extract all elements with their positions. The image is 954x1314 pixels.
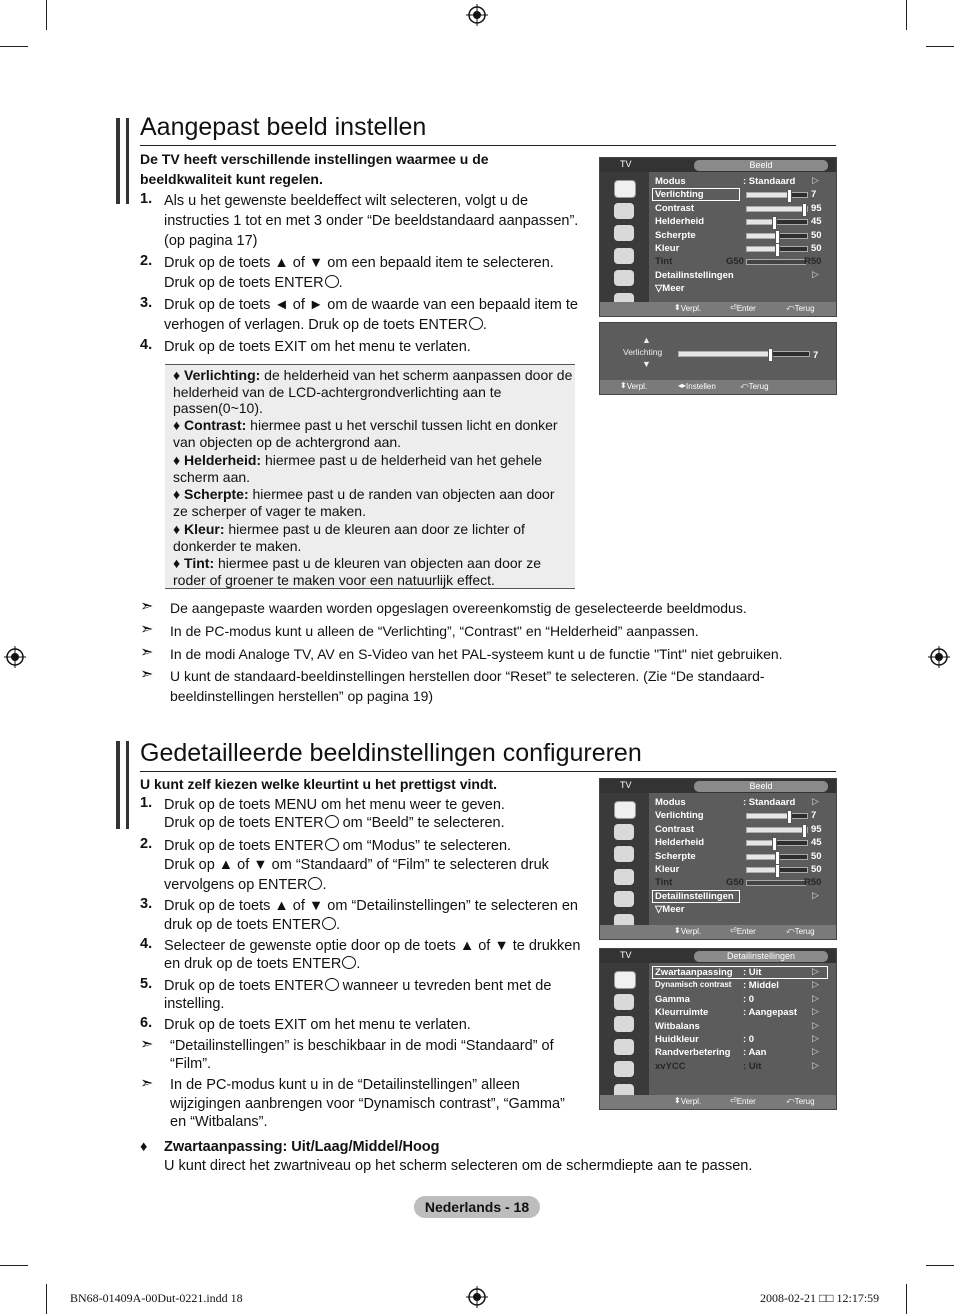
enter-icon bbox=[308, 877, 322, 890]
osd-level-bar[interactable] bbox=[746, 233, 808, 239]
osd-level-knob bbox=[772, 216, 777, 230]
osd-row-label[interactable]: Helderheid bbox=[655, 837, 705, 849]
footer-back-label: Terug bbox=[794, 927, 815, 936]
zwart-text: U kunt direct het zwartniveau op het scherm selecteren om de schermdiepte aan te passen. bbox=[164, 1158, 753, 1174]
footer-back: ⤺ Terug bbox=[786, 926, 815, 936]
tv-menu-verlichting-slider bbox=[599, 322, 837, 395]
step-number: 1. bbox=[140, 191, 153, 207]
footer-move: ⬍ Verpl. bbox=[674, 926, 702, 936]
osd-row-value: : 0 bbox=[743, 1034, 755, 1045]
sound-icon[interactable] bbox=[614, 203, 634, 219]
step-text: Druk op de toets EXIT om het menu te verlaten. bbox=[164, 339, 471, 355]
step-text: druk op de toets ENTER . bbox=[164, 917, 341, 933]
print-date: 2008-02-21 □□ 12:17:59 bbox=[760, 1291, 880, 1305]
input-icon[interactable] bbox=[614, 1061, 634, 1077]
osd-row-label[interactable]: Modus bbox=[655, 797, 686, 808]
osd-row-value: 45 bbox=[811, 216, 822, 228]
zwart-title: Zwartaanpassing: Uit/Laag/Middel/Hoog bbox=[164, 1139, 440, 1155]
step-number: 4. bbox=[140, 337, 153, 353]
enter-icon bbox=[325, 838, 339, 851]
footer-move: ⬍ Verpl. bbox=[674, 303, 702, 313]
setup-icon[interactable] bbox=[614, 248, 634, 264]
sound-icon[interactable] bbox=[614, 994, 634, 1010]
osd-tv-label: TV bbox=[620, 780, 632, 790]
osd-row-value: : Middel bbox=[743, 980, 779, 992]
step-number: 4. bbox=[140, 936, 153, 952]
tv-menu-beeld bbox=[599, 157, 837, 317]
osd-row-value: : Aangepast bbox=[743, 1007, 798, 1019]
setup-icon[interactable] bbox=[614, 869, 634, 885]
osd-row-label[interactable]: Randverbetering bbox=[655, 1047, 731, 1059]
osd-row-label[interactable]: Witbalans bbox=[655, 1020, 700, 1032]
footer-move-label: Verpl. bbox=[680, 304, 702, 313]
osd-row-value: : Standaard bbox=[743, 797, 796, 808]
chevron-right-icon: ▷ bbox=[812, 1046, 819, 1057]
note-arrow-icon: ➣ bbox=[140, 598, 154, 615]
osd-row-value: 50 bbox=[811, 243, 822, 254]
step-number: 3. bbox=[140, 896, 153, 912]
definition-item: ♦ Tint: hiermee past u de kleuren van objecten aan door ze roder of groener te maken voor een natuurlijk effect. bbox=[173, 555, 542, 588]
section-bar bbox=[126, 741, 129, 829]
definition-box bbox=[165, 364, 575, 589]
chevron-right-icon: ▷ bbox=[812, 992, 819, 1003]
definition-item: ♦ Scherpte: hiermee past u de randen van objecten aan door ze scherper of vager te maken. bbox=[173, 486, 555, 519]
osd-row-label[interactable]: Modus bbox=[655, 176, 686, 187]
osd-row-value: 50 bbox=[811, 850, 822, 862]
osd-footer bbox=[600, 380, 836, 394]
footer-enter: ⏎ Enter bbox=[730, 303, 756, 313]
picture-icon[interactable] bbox=[614, 180, 636, 198]
tint-green-value: G50 bbox=[726, 256, 744, 268]
slider-knob[interactable] bbox=[768, 348, 773, 362]
step-text: Druk op ▲ of ▼ om “Standaard” of “Film” te selecteren druk bbox=[164, 857, 549, 873]
osd-row-label[interactable]: xvYCC bbox=[655, 1060, 686, 1072]
step-text: instelling. bbox=[164, 996, 225, 1012]
page-number: Nederlands - 18 bbox=[414, 1196, 540, 1218]
footer-move: ⬍ Verpl. bbox=[674, 1096, 702, 1106]
osd-row-label[interactable]: Scherpte bbox=[655, 850, 696, 862]
osd-footer bbox=[600, 302, 836, 316]
osd-level-knob bbox=[772, 837, 777, 851]
note-arrow-icon: ➣ bbox=[140, 644, 154, 661]
title-rule bbox=[140, 145, 836, 146]
osd-tv-label: TV bbox=[620, 950, 632, 960]
osd-row-label[interactable]: Helderheid bbox=[655, 216, 705, 228]
step-number: 5. bbox=[140, 976, 153, 992]
osd-level-knob bbox=[775, 851, 780, 865]
file-name: BN68-01409A-00Dut-0221.indd 18 bbox=[70, 1291, 243, 1305]
section-bar bbox=[126, 118, 129, 204]
verlichting-slider[interactable] bbox=[678, 351, 810, 357]
osd-row-value: 95 bbox=[811, 202, 822, 214]
chevron-right-icon: ▷ bbox=[812, 966, 819, 976]
osd-header bbox=[600, 949, 836, 963]
osd-row-value: 50 bbox=[811, 229, 822, 241]
tint-bar bbox=[746, 259, 806, 265]
registration-mark-icon bbox=[466, 1286, 488, 1308]
osd-level-fill bbox=[747, 855, 777, 859]
osd-row-value: 45 bbox=[811, 837, 822, 849]
intro-text: U kunt zelf kiezen welke kleurtint u het prettigst vindt. bbox=[140, 776, 498, 792]
osd-level-knob bbox=[787, 810, 792, 824]
step-text: vervolgens op ENTER . bbox=[164, 877, 327, 893]
osd-row-value: 7 bbox=[811, 189, 817, 201]
osd-level-fill bbox=[747, 220, 774, 224]
osd-row-label[interactable]: Detailinstellingen bbox=[655, 890, 734, 902]
osd-row-value: : Uit bbox=[743, 967, 762, 978]
footer-enter: ⏎ Enter bbox=[730, 926, 756, 936]
note-text: De aangepaste waarden worden opgeslagen overeenkomstig de geselecteerde beeldmodus. bbox=[170, 600, 747, 616]
osd-row-label[interactable]: Gamma bbox=[655, 993, 690, 1005]
step-number: 3. bbox=[140, 295, 153, 311]
osd-level-knob bbox=[787, 189, 792, 203]
tv-menu-detailinstellingen bbox=[599, 948, 837, 1110]
definition-item: ♦ Contrast: hiermee past u het verschil tussen licht en donker van objecten op de achtergrond aan. bbox=[173, 417, 558, 450]
osd-level-fill bbox=[747, 207, 804, 211]
osd-row-value: 50 bbox=[811, 864, 822, 875]
osd-row-label[interactable]: Huidkleur bbox=[655, 1034, 699, 1045]
osd-tv-label: TV bbox=[620, 159, 632, 169]
note-text: wijzigingen aanbrengen voor “Dynamisch contrast”, “Gamma” bbox=[170, 1096, 565, 1112]
footer-move: ⬍ Verpl. bbox=[620, 381, 648, 391]
osd-row-label[interactable]: Detailinstellingen bbox=[655, 269, 734, 281]
step-text: Druk op de toets EXIT om het menu te verlaten. bbox=[164, 1017, 471, 1033]
section-title: Aangepast beeld instellen bbox=[140, 113, 427, 141]
step-text: verhogen of verlagen. Druk op de toets ENTER . bbox=[164, 317, 487, 333]
osd-level-knob bbox=[775, 243, 780, 257]
sound-icon[interactable] bbox=[614, 824, 634, 840]
enter-icon bbox=[325, 275, 339, 288]
note-arrow-icon: ➣ bbox=[140, 666, 154, 683]
note-text: en “Witbalans”. bbox=[170, 1114, 268, 1130]
osd-row-value: : Aan bbox=[743, 1047, 767, 1059]
channel-icon[interactable] bbox=[614, 1016, 634, 1032]
osd-menu-title: Detailinstellingen bbox=[694, 951, 828, 962]
step-text-part: Druk op de toets ENTER bbox=[164, 275, 324, 291]
chevron-right-icon: ▷ bbox=[812, 796, 819, 806]
enter-icon bbox=[342, 956, 356, 969]
osd-row-label[interactable]: Kleurruimte bbox=[655, 1007, 709, 1019]
definition-item: ♦ Verlichting: de helderheid van het scherm aanpassen door de helderheid van de LCD-achtergrondverlichting aan te passen(0~10). bbox=[173, 367, 573, 416]
osd-level-fill bbox=[747, 814, 789, 818]
osd-row-value: 7 bbox=[811, 810, 817, 822]
footer-enter-label: Enter bbox=[736, 1097, 756, 1106]
footer-back: ⤺ Terug bbox=[786, 1096, 815, 1106]
osd-header bbox=[600, 158, 836, 172]
step-text: en druk op de toets ENTER . bbox=[164, 956, 361, 972]
tint-green-value: G50 bbox=[726, 877, 744, 889]
down-arrow-icon: ▼ bbox=[642, 359, 651, 369]
chevron-right-icon: ▷ bbox=[812, 1033, 819, 1043]
osd-row-label[interactable]: Contrast bbox=[655, 823, 695, 835]
picture-icon[interactable] bbox=[614, 801, 636, 819]
step-text: Selecteer de gewenste optie door op de toets ▲ of ▼ te drukken bbox=[164, 938, 581, 954]
osd-row-label[interactable]: Zwartaanpassing bbox=[655, 967, 733, 978]
osd-level-bar[interactable] bbox=[746, 206, 808, 212]
step-text: (op pagina 17) bbox=[164, 233, 258, 249]
osd-selection bbox=[652, 890, 740, 903]
tint-red-value: R50 bbox=[804, 877, 822, 889]
footer-back: ⤺ Terug bbox=[786, 303, 815, 313]
registration-mark-icon bbox=[928, 646, 950, 668]
intro-text: De TV heeft verschillende instellingen waarmee u de bbox=[140, 151, 489, 167]
osd-selection bbox=[652, 966, 828, 979]
footer-move-label: Verpl. bbox=[680, 1097, 702, 1106]
osd-row-label[interactable]: ▽Meer bbox=[655, 283, 685, 295]
step-text-part: verhogen of verlagen. Druk op de toets ENTER bbox=[164, 317, 468, 333]
registration-mark-icon bbox=[466, 4, 488, 26]
step-text: Druk op de toets MENU om het menu weer te geven. bbox=[164, 797, 505, 813]
osd-row-label[interactable]: Scherpte bbox=[655, 229, 696, 241]
section-bar bbox=[116, 118, 120, 204]
tv-menu-beeld bbox=[599, 778, 837, 940]
osd-level-bar[interactable] bbox=[746, 219, 808, 225]
osd-row-label[interactable]: Dynamisch contrast bbox=[655, 980, 732, 990]
osd-level-bar[interactable] bbox=[746, 813, 808, 819]
footer-move-label: Verpl. bbox=[680, 927, 702, 936]
osd-menu-title: Beeld bbox=[694, 160, 828, 171]
chevron-right-icon: ▷ bbox=[812, 268, 819, 279]
osd-level-bar[interactable] bbox=[746, 840, 808, 846]
slider-fill bbox=[679, 352, 770, 356]
step-text: Druk op de toets ▲ of ▼ om een bepaald item te selecteren. bbox=[164, 255, 554, 271]
footer-back: ⤺ Terug bbox=[740, 381, 769, 391]
osd-level-bar[interactable] bbox=[746, 854, 808, 860]
osd-level-fill bbox=[747, 234, 777, 238]
note-arrow-icon: ➣ bbox=[140, 1075, 154, 1092]
channel-icon[interactable] bbox=[614, 846, 634, 862]
registration-mark-icon bbox=[4, 646, 26, 668]
slider-label: Verlichting bbox=[623, 347, 663, 357]
footer-enter: ⏎ Enter bbox=[730, 1096, 756, 1106]
step-text: Druk op de toets ▲ of ▼ om “Detailinstellingen” te selecteren en bbox=[164, 898, 578, 914]
osd-level-bar[interactable] bbox=[746, 867, 808, 873]
step-text: Druk op de toets ◄ of ► om de waarde van een bepaald item te bbox=[164, 297, 578, 313]
step-text: Druk op de toets ENTER wanneer u tevreden bent met de bbox=[164, 978, 552, 994]
note-text: In de PC-modus kunt u alleen de “Verlichting”, “Contrast" en “Helderheid” aanpassen. bbox=[170, 623, 699, 639]
enter-icon bbox=[322, 917, 336, 930]
osd-row-label[interactable]: Verlichting bbox=[655, 810, 704, 822]
definition-item: ♦ Kleur: hiermee past u de kleuren aan door ze lichter of donkerder te maken. bbox=[173, 521, 525, 554]
osd-level-bar[interactable] bbox=[746, 246, 808, 252]
osd-row-value: : Uit bbox=[743, 1060, 762, 1072]
osd-level-fill bbox=[747, 841, 774, 845]
osd-row-label[interactable]: Kleur bbox=[655, 864, 680, 875]
step-text: Druk op de toets ENTER om “Modus” te selecteren. bbox=[164, 838, 512, 854]
osd-level-knob bbox=[775, 864, 780, 878]
osd-sidebar bbox=[600, 172, 649, 304]
bullet-icon: ♦ bbox=[140, 1139, 148, 1155]
section-title: Gedetailleerde beeldinstellingen configureren bbox=[140, 739, 642, 767]
osd-row-label[interactable]: Verlichting bbox=[655, 189, 704, 201]
note-text: In de modi Analoge TV, AV en S-Video van het PAL-systeem kunt u de functie "Tint" niet gebruiken. bbox=[170, 646, 783, 662]
osd-level-fill bbox=[747, 868, 777, 872]
tint-red-value: R50 bbox=[804, 256, 822, 268]
osd-row-label[interactable]: Kleur bbox=[655, 243, 680, 254]
osd-row-label[interactable]: Tint bbox=[655, 877, 673, 889]
tint-bar bbox=[746, 880, 806, 886]
osd-level-knob bbox=[775, 230, 780, 244]
picture-icon[interactable] bbox=[614, 971, 636, 989]
chevron-right-icon: ▷ bbox=[812, 979, 819, 990]
intro-text: beeldkwaliteit kunt regelen. bbox=[140, 171, 323, 187]
footer-back-label: Terug bbox=[794, 304, 815, 313]
enter-icon bbox=[469, 317, 483, 330]
osd-level-fill bbox=[747, 193, 789, 197]
note-text: beeldinstellingen herstellen” op pagina 19) bbox=[170, 688, 434, 704]
channel-icon[interactable] bbox=[614, 225, 634, 241]
note-text: In de PC-modus kunt u in de “Detailinstellingen” alleen bbox=[170, 1077, 520, 1093]
note-arrow-icon: ➣ bbox=[140, 1036, 154, 1053]
note-text: “Film”. bbox=[170, 1056, 212, 1072]
step-number: 1. bbox=[140, 795, 153, 811]
osd-footer bbox=[600, 1095, 836, 1109]
osd-level-bar[interactable] bbox=[746, 827, 808, 833]
note-text: U kunt de standaard-beeldinstellingen herstellen door “Reset” te selecteren. (Zie “De standaard- bbox=[170, 668, 765, 684]
enter-icon bbox=[325, 978, 339, 991]
up-arrow-icon: ▲ bbox=[642, 335, 651, 345]
step-text: Als u het gewenste beeldeffect wilt selecteren, volgt u de bbox=[164, 193, 529, 209]
chevron-right-icon: ▷ bbox=[812, 1006, 819, 1017]
osd-level-bar[interactable] bbox=[746, 192, 808, 198]
setup-icon[interactable] bbox=[614, 1039, 634, 1055]
slider-value: 7 bbox=[813, 350, 819, 361]
footer-enter-label: Enter bbox=[736, 304, 756, 313]
osd-footer bbox=[600, 925, 836, 939]
osd-level-fill bbox=[747, 828, 804, 832]
osd-level-knob bbox=[802, 824, 807, 838]
osd-row-value: : Standaard bbox=[743, 176, 796, 187]
step-number: 2. bbox=[140, 253, 153, 269]
osd-sidebar bbox=[600, 793, 649, 927]
input-icon[interactable] bbox=[614, 891, 634, 907]
osd-row-label[interactable]: Tint bbox=[655, 256, 673, 268]
input-icon[interactable] bbox=[614, 270, 634, 286]
step-text: instructies 1 tot en met 3 onder “De beeldstandaard aanpassen”. bbox=[164, 213, 579, 229]
osd-header bbox=[600, 779, 836, 793]
chevron-right-icon: ▷ bbox=[812, 1019, 819, 1030]
footer-enter-label: Enter bbox=[736, 927, 756, 936]
note-text: “Detailinstellingen” is beschikbaar in de modi “Standaard” of bbox=[170, 1038, 554, 1054]
footer-back-label: Terug bbox=[794, 1097, 815, 1106]
osd-sidebar bbox=[600, 963, 649, 1097]
step-text: Druk op de toets ENTER . bbox=[164, 275, 343, 291]
chevron-right-icon: ▷ bbox=[812, 1059, 819, 1070]
footer-set: ◂▸ Instellen bbox=[678, 381, 716, 391]
note-arrow-icon: ➣ bbox=[140, 621, 154, 638]
osd-menu-title: Beeld bbox=[694, 781, 828, 792]
osd-selection bbox=[652, 188, 740, 201]
osd-level-knob bbox=[802, 203, 807, 217]
chevron-right-icon: ▷ bbox=[812, 889, 819, 900]
step-number: 6. bbox=[140, 1015, 153, 1031]
definition-item: ♦ Helderheid: hiermee past u de helderheid van het gehele scherm aan. bbox=[173, 452, 543, 485]
section-bar bbox=[116, 741, 120, 829]
title-rule bbox=[140, 771, 836, 772]
osd-row-value: 95 bbox=[811, 823, 822, 835]
step-number: 2. bbox=[140, 836, 153, 852]
osd-row-label[interactable]: ▽Meer bbox=[655, 904, 685, 916]
enter-icon bbox=[325, 815, 339, 828]
step-text: Druk op de toets ENTER om “Beeld” te selecteren. bbox=[164, 815, 505, 831]
osd-row-value: : 0 bbox=[743, 993, 755, 1005]
chevron-right-icon: ▷ bbox=[812, 175, 819, 185]
osd-row-label[interactable]: Contrast bbox=[655, 202, 695, 214]
osd-level-fill bbox=[747, 247, 777, 251]
